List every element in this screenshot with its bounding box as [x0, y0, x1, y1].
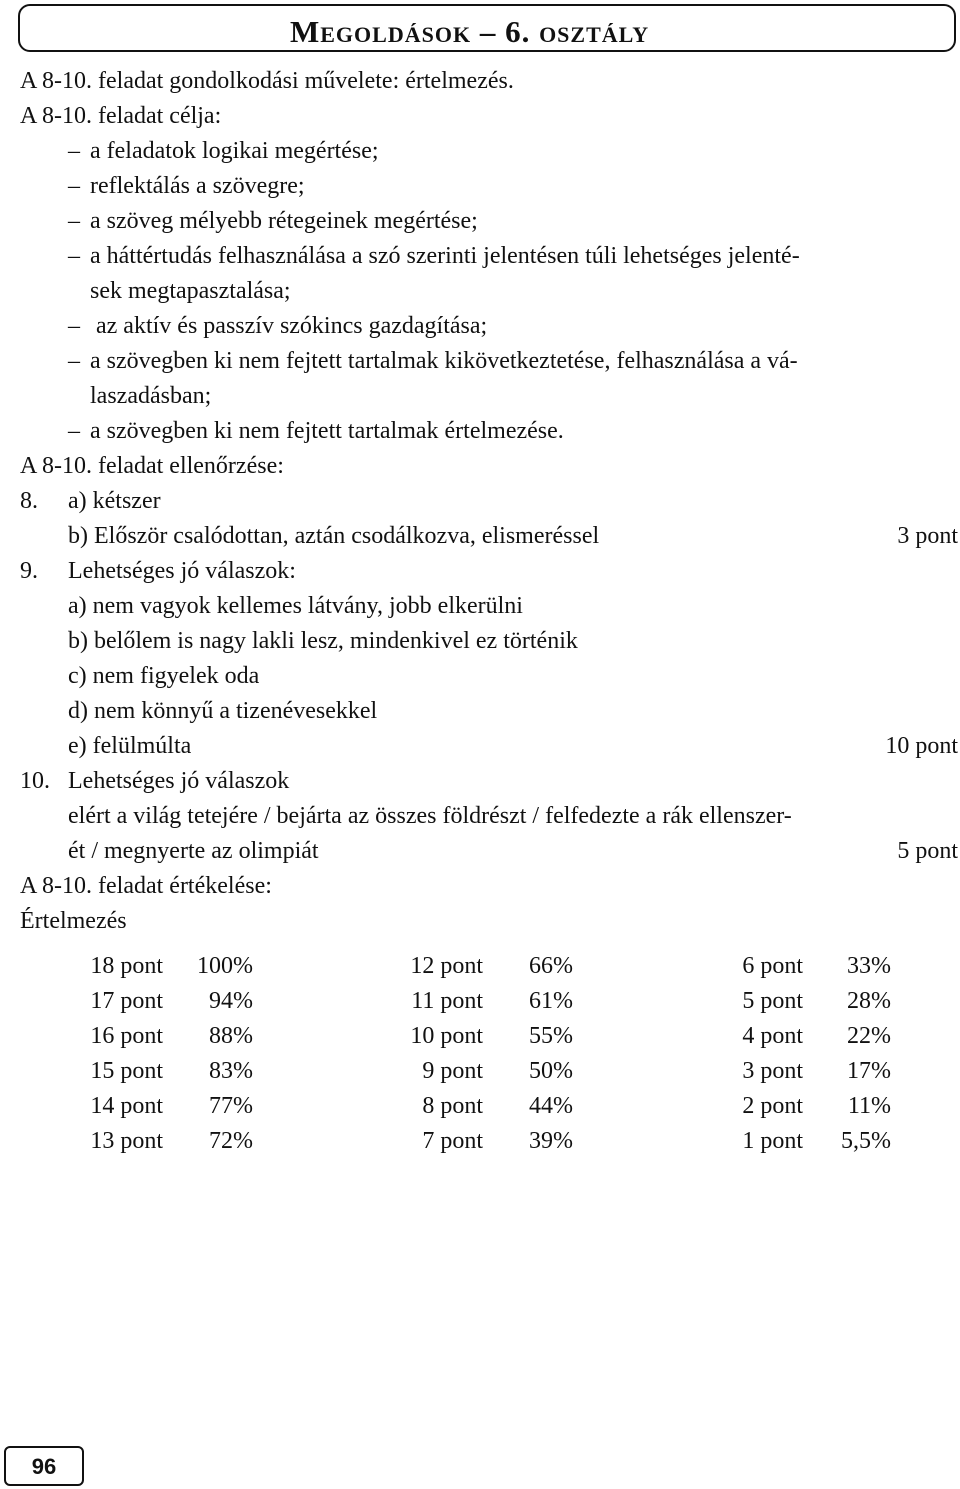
dash-marker: – — [68, 418, 80, 444]
table-row — [20, 1019, 891, 1054]
bullet-item: – reflektálás a szövegre; — [20, 169, 958, 204]
answer-9c: c) nem figyelek oda — [68, 663, 260, 689]
answer-9d: d) nem könnyű a tizenévesekkel — [68, 698, 378, 724]
dash-marker: – — [68, 313, 80, 339]
table-row — [20, 1089, 891, 1124]
score-points-cell: 12 pont — [410, 953, 483, 979]
score-percent-cell: 94% — [209, 988, 253, 1014]
answer-9e: e) felülmúlta 10 pont — [20, 729, 958, 764]
bullet-item: – a feladatok logikai megértése; — [20, 134, 958, 169]
page-number-box — [4, 1446, 84, 1486]
header-box — [18, 4, 956, 52]
score-percent-cell: 55% — [529, 1023, 573, 1049]
table-row — [20, 1124, 891, 1159]
dash-marker: – — [68, 138, 80, 164]
score-points-cell: 3 pont — [742, 1058, 803, 1084]
score-percent-cell: 66% — [529, 953, 573, 979]
text-line: A 8-10. feladat célja: — [20, 103, 222, 129]
score-percent-cell: 77% — [209, 1093, 253, 1119]
score-points-cell: 10 pont — [410, 1023, 483, 1049]
bullet-item: – a háttértudás felhasználása a szó szerinti jelentésen túli lehetséges jelenté- — [20, 239, 958, 274]
score-label: 5 pont — [897, 838, 958, 864]
score-points-cell: 13 pont — [90, 1128, 163, 1154]
score-percent-cell: 72% — [209, 1128, 253, 1154]
score-points-cell: 6 pont — [742, 953, 803, 979]
dash-marker: – — [68, 348, 80, 374]
score-points-cell: 7 pont — [422, 1128, 483, 1154]
score-percent-cell: 83% — [209, 1058, 253, 1084]
bullet-item: – a szövegben ki nem fejtett tartalmak értelmezése. — [20, 414, 958, 449]
score-percent-cell: 11% — [847, 1093, 891, 1119]
score-points-cell: 2 pont — [742, 1093, 803, 1119]
score-points-cell: 16 pont — [90, 1023, 163, 1049]
table-row — [20, 984, 891, 1019]
score-percent-cell: 33% — [847, 953, 891, 979]
section-heading: A 8-10. feladat értékelése: — [20, 873, 272, 899]
table-row — [20, 949, 891, 984]
bullet-item: – a szöveg mélyebb rétegeinek megértése; — [20, 204, 958, 239]
score-points-cell: 8 pont — [422, 1093, 483, 1119]
question-number: 10. — [20, 768, 50, 794]
score-percent-cell: 100% — [197, 953, 253, 979]
document-body — [20, 64, 958, 1154]
dash-marker: – — [68, 208, 80, 234]
bullet-continuation: laszadásban; — [90, 383, 212, 409]
answer-9b: b) belőlem is nagy lakli lesz, mindenkivel ez történik — [68, 628, 578, 654]
answer-10-line1: elért a világ tetejére / bejárta az összes földrészt / felfedezte a rák ellenszer- — [68, 803, 792, 829]
score-label: 3 pont — [897, 523, 958, 549]
page-title: Megoldások – 6. osztály — [290, 14, 650, 49]
score-points-cell: 18 pont — [90, 953, 163, 979]
score-percent-cell: 28% — [847, 988, 891, 1014]
score-points-cell: 5 pont — [742, 988, 803, 1014]
bullet-item: – az aktív és passzív szókincs gazdagítása; — [20, 309, 958, 344]
question-number: 9. — [20, 558, 38, 584]
page-number: 96 — [31, 1454, 57, 1479]
score-percent-cell: 44% — [529, 1093, 573, 1119]
score-percent-cell: 50% — [529, 1058, 573, 1084]
score-points-cell: 4 pont — [742, 1023, 803, 1049]
dash-marker: – — [68, 243, 80, 269]
table-row — [20, 1054, 891, 1089]
score-points-cell: 1 pont — [742, 1128, 803, 1154]
score-points-cell: 15 pont — [90, 1058, 163, 1084]
score-points-cell: 11 pont — [411, 988, 483, 1014]
answer-10-line2: ét / megnyerte az olimpiát 5 pont — [20, 834, 958, 869]
section-subheading: Értelmezés — [20, 908, 127, 934]
text-line: A 8-10. feladat gondolkodási művelete: értelmezés. — [20, 68, 514, 94]
score-points-cell: 17 pont — [90, 988, 163, 1014]
question-number: 8. — [20, 488, 38, 514]
bullet-item: – a szövegben ki nem fejtett tartalmak kikövetkeztetése, felhasználása a vá- — [20, 344, 958, 379]
answer-10: 10. Lehetséges jó válaszok — [20, 764, 958, 799]
score-percent-cell: 88% — [209, 1023, 253, 1049]
score-table — [20, 949, 891, 1159]
answer-8a: 8. a) kétszer — [20, 484, 958, 519]
score-points-cell: 14 pont — [90, 1093, 163, 1119]
dash-marker: – — [68, 173, 80, 199]
score-label: 10 pont — [885, 733, 958, 759]
answer-9: 9. Lehetséges jó válaszok: — [20, 554, 958, 589]
score-percent-cell: 22% — [847, 1023, 891, 1049]
section-heading: A 8-10. feladat ellenőrzése: — [20, 453, 284, 479]
score-percent-cell: 17% — [847, 1058, 891, 1084]
bullet-continuation: sek megtapasztalása; — [90, 278, 291, 304]
answer-8b: b) Először csalódottan, aztán csodálkozva, elismeréssel 3 pont — [20, 519, 958, 554]
score-percent-cell: 39% — [529, 1128, 573, 1154]
score-percent-cell: 61% — [529, 988, 573, 1014]
score-percent-cell: 5,5% — [841, 1128, 891, 1154]
score-points-cell: 9 pont — [422, 1058, 483, 1084]
answer-9a: a) nem vagyok kellemes látvány, jobb elkerülni — [68, 593, 523, 619]
